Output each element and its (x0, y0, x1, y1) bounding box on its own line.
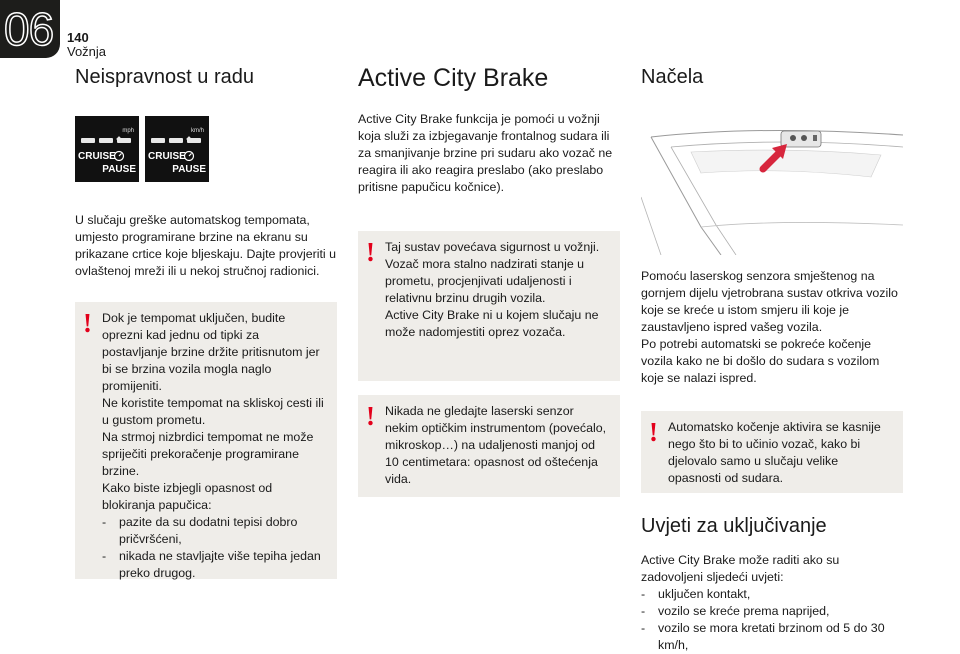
acb-intro-paragraph: Active City Brake funkcija je pomoći u vožnji koja služi za izbjegavanje frontalnog sudara ili za smanjivanje brzine pri sudaru ako vozač ne reagira ili ako reagira preslabo (ako preslabo pritisne papučicu kočnice). (358, 112, 613, 194)
section-title-malfunction: Neispravnost u radu (75, 66, 254, 88)
warning-icon: ! (366, 401, 375, 431)
pause-label: PAUSE (172, 164, 206, 175)
list-item: - vozilo se mora kretati brzinom od 5 do 30 km/h, (641, 620, 903, 654)
cruise-display-row (75, 116, 337, 182)
speed-dashes (81, 138, 131, 143)
warning-list (102, 514, 327, 582)
malfunction-paragraph: U slučaju greške automatskog tempomata, umjesto programirane brzine na ekranu su prikazane crtice koje bljeskaju. Dajte provjeriti u ovlaštenoj mreži ili u nekoj stručnoj radionici. (75, 213, 337, 278)
acb-warning-box-1 (358, 231, 620, 381)
cruise-label: CRUISE (78, 151, 116, 162)
chapter-number: 06 (4, 3, 54, 55)
section-name: Vožnja (67, 44, 107, 59)
page-number: 140 (67, 30, 89, 45)
warning-text: Dok je tempomat uključen, budite oprezni kad jednu od tipki za postavljanje brzine držite pritisnutom jer bi se brzina vozila mogla naglo promijeniti. Ne koristite tempomat na skliskoj cesti ili u gustom prometu. Na strmoj nizbrdici tempomat ne može spriječiti prekoračenje programirane brzine. Kako biste izbjegli opasnost od blokiranja papučica: (102, 311, 324, 512)
column-active-city-brake (358, 62, 620, 497)
cruise-label: CRUISE (148, 151, 186, 162)
warning-icon: ! (366, 237, 375, 267)
conditions-intro: Active City Brake može raditi ako su zadovoljeni sljedeći uvjeti: (641, 553, 840, 584)
warning-icon: ! (649, 417, 658, 447)
section-title-activation-conditions: Uvjeti za uključivanje (641, 515, 827, 537)
list-item: - pazite da su dodatni tepisi dobro pričvršćeni, (102, 514, 327, 548)
section-title-active-city-brake: Active City Brake (358, 64, 549, 92)
windshield-sensor-illustration (641, 107, 903, 255)
cruise-display-kmh (145, 116, 209, 182)
speed-unit-label: mph (122, 128, 134, 134)
speedometer-icon (183, 149, 195, 161)
conditions-list (641, 586, 903, 654)
list-item: - uključen kontakt, (641, 586, 903, 603)
speed-dashes (151, 138, 201, 143)
cruise-warning-box (75, 302, 337, 579)
principles-warning-box (641, 411, 903, 493)
speed-unit-label: km/h (190, 128, 204, 134)
principles-paragraph: Pomoću laserskog senzora smještenog na gornjem dijelu vjetrobrana sustav otkriva vozilo koje se kreće u istom smjeru ili koje je zaustavljeno ispred vašeg vozila. Po potrebi automatski se pokreće kočenje vozila kako ne bi došlo do sudara s vozilom koje se nalazi ispred. (641, 269, 898, 385)
warning-icon: ! (83, 308, 92, 338)
list-item: - nikada ne stavljajte više tepiha jedan preko drugog. (102, 548, 327, 582)
acb-warning-box-2 (358, 395, 620, 497)
warning-text: Nikada ne gledajte laserski senzor nekim optičkim instrumentom (povećalo, mikroskop…) na udaljenosti manjoj od 10 centimetara: opasnost od oštećenja vida. (385, 404, 607, 486)
cruise-display-mph (75, 116, 139, 182)
column-malfunction (75, 62, 337, 579)
list-item: - vozilo se kreće prema naprijed, (641, 603, 903, 620)
column-principles (641, 62, 903, 654)
warning-text: Taj sustav povećava sigurnost u vožnji. Vozač mora stalno nadzirati stanje u prometu, procjenjivati udaljenosti i relativnu brzinu drugih vozila. Active City Brake ni u kojem slučaju ne može nadomjestiti oprez vozača. (385, 240, 600, 339)
speedometer-icon (113, 149, 125, 161)
warning-text: Automatsko kočenje aktivira se kasnije nego što bi to učinio vozač, kako bi djelovalo samo u slučaju velike opasnosti od sudara. (668, 420, 881, 485)
pause-label: PAUSE (102, 164, 136, 175)
section-title-principles: Načela (641, 66, 704, 88)
